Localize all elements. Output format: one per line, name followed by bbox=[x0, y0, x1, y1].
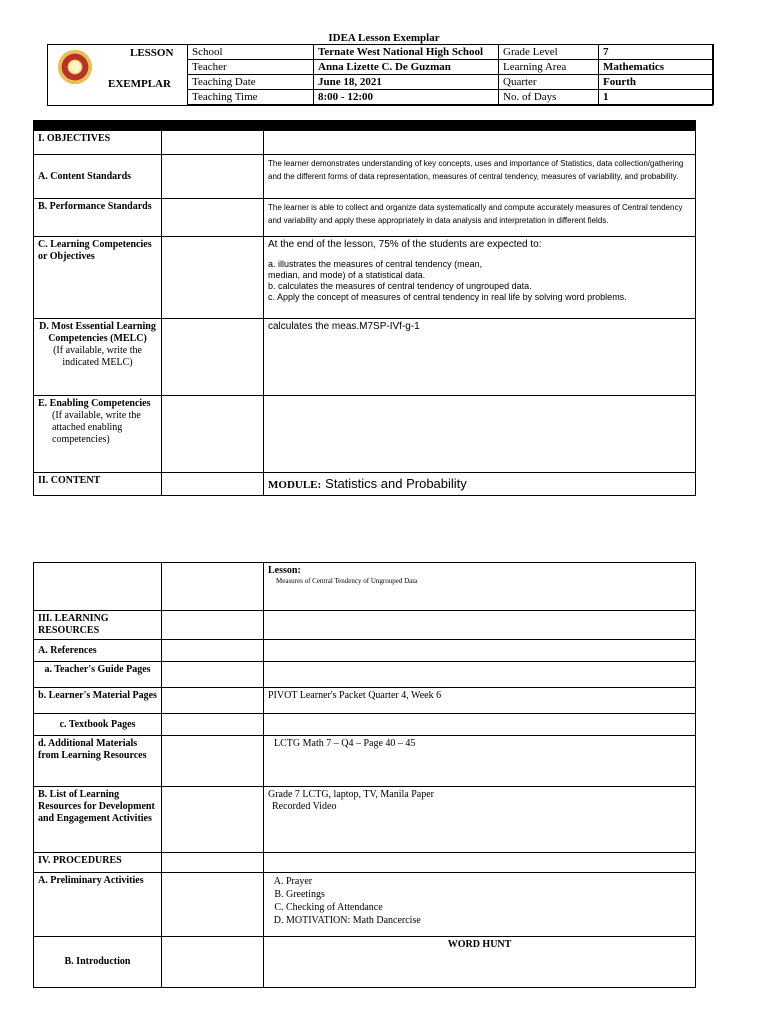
melc-text: calculates the meas.M7SP-IVf-g-1 bbox=[264, 319, 696, 396]
objectives-heading: I. OBJECTIVES bbox=[34, 131, 162, 155]
list-resources-text-2: Recorded Video bbox=[272, 801, 337, 812]
melc-note: (If available, write the indicated MELC) bbox=[53, 345, 142, 368]
learners-material-label: b. Learner's Material Pages bbox=[34, 688, 162, 714]
value-teaching-date: June 18, 2021 bbox=[314, 75, 499, 90]
row-preliminary bbox=[34, 873, 696, 937]
list-resources-cell bbox=[264, 787, 696, 853]
exemplar-label: EXEMPLAR bbox=[108, 78, 171, 90]
preliminary-label: A. Preliminary Activities bbox=[34, 873, 162, 937]
competency-a: a. illustrates the measures of central tendency (mean, median, and mode) of a statistical data. bbox=[268, 259, 483, 280]
row-list-of-resources bbox=[34, 787, 696, 853]
resources-table bbox=[33, 562, 696, 988]
competency-c: c. Apply the concept of measures of central tendency in real life by solving word problems. bbox=[268, 292, 627, 302]
header-row-teacher bbox=[188, 60, 714, 75]
introduction-label: B. Introduction bbox=[34, 937, 162, 988]
row-objectives bbox=[34, 131, 696, 155]
additional-materials-text: LCTG Math 7 – Q4 – Page 40 – 45 bbox=[264, 736, 696, 787]
additional-materials-label: d. Additional Materials from Learning Resources bbox=[34, 736, 162, 787]
value-teacher: Anna Lizette C. De Guzman bbox=[314, 60, 499, 75]
content-standards-label: A. Content Standards bbox=[34, 155, 162, 199]
value-learning-area: Mathematics bbox=[599, 60, 714, 75]
preliminary-list bbox=[268, 875, 691, 927]
seal-center bbox=[69, 61, 81, 73]
row-learning-competencies bbox=[34, 237, 696, 319]
learners-material-text: PIVOT Learner's Packet Quarter 4, Week 6 bbox=[264, 688, 696, 714]
label-school: School bbox=[188, 45, 314, 60]
module-text: Statistics and Probability bbox=[325, 476, 467, 491]
row-references bbox=[34, 640, 696, 662]
row-learning-resources bbox=[34, 611, 696, 640]
value-quarter: Fourth bbox=[599, 75, 714, 90]
row-content bbox=[34, 473, 696, 496]
list-resources-label: B. List of Learning Resources for Development and Engagement Activities bbox=[34, 787, 162, 853]
row-textbook bbox=[34, 714, 696, 736]
competencies-intro: At the end of the lesson, 75% of the students are expected to: bbox=[268, 239, 542, 250]
teachers-guide-label: a. Teacher's Guide Pages bbox=[34, 662, 162, 688]
row-learners-material bbox=[34, 688, 696, 714]
table-header-bar bbox=[34, 121, 696, 131]
row-procedures bbox=[34, 853, 696, 873]
row-content-standards bbox=[34, 155, 696, 199]
list-resources-text-1: Grade 7 LCTG, laptop, TV, Manila Paper bbox=[268, 789, 434, 800]
learning-competencies-label: C. Learning Competencies or Objectives bbox=[34, 237, 162, 319]
list-item: B. Greetings bbox=[286, 888, 691, 901]
label-learning-area: Learning Area bbox=[499, 60, 599, 75]
module-cell bbox=[264, 473, 696, 496]
enabling-label-cell bbox=[34, 396, 162, 473]
procedures-heading: IV. PROCEDURES bbox=[34, 853, 162, 873]
module-label: MODULE: bbox=[268, 479, 322, 491]
enabling-note: (If available, write the attached enabling competencies) bbox=[52, 410, 141, 445]
list-item: A. Prayer bbox=[286, 875, 691, 888]
label-grade-level: Grade Level bbox=[499, 45, 599, 60]
value-no-of-days: 1 bbox=[599, 90, 714, 105]
header-row-date bbox=[188, 75, 714, 90]
document-title: IDEA Lesson Exemplar bbox=[328, 32, 440, 44]
label-no-of-days: No. of Days bbox=[499, 90, 599, 105]
melc-label: D. Most Essential Learning Competencies (MELC) bbox=[39, 321, 156, 344]
header-info-table bbox=[187, 44, 714, 105]
row-additional-materials bbox=[34, 736, 696, 787]
row-introduction bbox=[34, 937, 696, 988]
preliminary-list-cell bbox=[264, 873, 696, 937]
label-teaching-time: Teaching Time bbox=[188, 90, 314, 105]
label-teaching-date: Teaching Date bbox=[188, 75, 314, 90]
list-item: D. MOTIVATION: Math Dancercise bbox=[286, 914, 691, 927]
value-school: Ternate West National High School bbox=[314, 45, 499, 60]
content-heading: II. CONTENT bbox=[34, 473, 162, 496]
learning-resources-heading: III. LEARNING RESOURCES bbox=[34, 611, 162, 640]
label-quarter: Quarter bbox=[499, 75, 599, 90]
competency-b: b. calculates the measures of central tendency of ungrouped data. bbox=[268, 281, 532, 291]
textbook-label: c. Textbook Pages bbox=[34, 714, 162, 736]
row-melc bbox=[34, 319, 696, 396]
learning-competencies-cell bbox=[264, 237, 696, 319]
enabling-label: E. Enabling Competencies bbox=[38, 398, 151, 409]
melc-label-cell bbox=[34, 319, 162, 396]
row-performance-standards bbox=[34, 199, 696, 237]
list-item: C. Checking of Attendance bbox=[286, 901, 691, 914]
objectives-table bbox=[33, 120, 696, 496]
value-grade-level: 7 bbox=[599, 45, 714, 60]
lesson-text: Measures of Central Tendency of Ungrouped Data bbox=[276, 577, 418, 585]
lesson-label: LESSON bbox=[130, 47, 174, 59]
content-standards-text: The learner demonstrates understanding of key concepts, uses and importance of Statistics, data collection/gathering and the different forms of data representation, measures of central tendency, measures of variability, and probability. bbox=[264, 155, 696, 199]
header-row-school bbox=[188, 45, 714, 60]
performance-standards-label: B. Performance Standards bbox=[34, 199, 162, 237]
introduction-text: WORD HUNT bbox=[264, 937, 696, 988]
row-teachers-guide bbox=[34, 662, 696, 688]
row-lesson bbox=[34, 563, 696, 611]
lesson-label: Lesson: bbox=[268, 565, 301, 576]
header-row-time bbox=[188, 90, 714, 105]
references-label: A. References bbox=[34, 640, 162, 662]
label-teacher: Teacher bbox=[188, 60, 314, 75]
value-teaching-time: 8:00 - 12:00 bbox=[314, 90, 499, 105]
performance-standards-text: The learner is able to collect and organize data systematically and compute accurately measures of Central tendency and variability and apply these appropriately in data analysis and interpretation in different fields. bbox=[264, 199, 696, 237]
row-enabling-competencies bbox=[34, 396, 696, 473]
lesson-cell bbox=[264, 563, 696, 611]
